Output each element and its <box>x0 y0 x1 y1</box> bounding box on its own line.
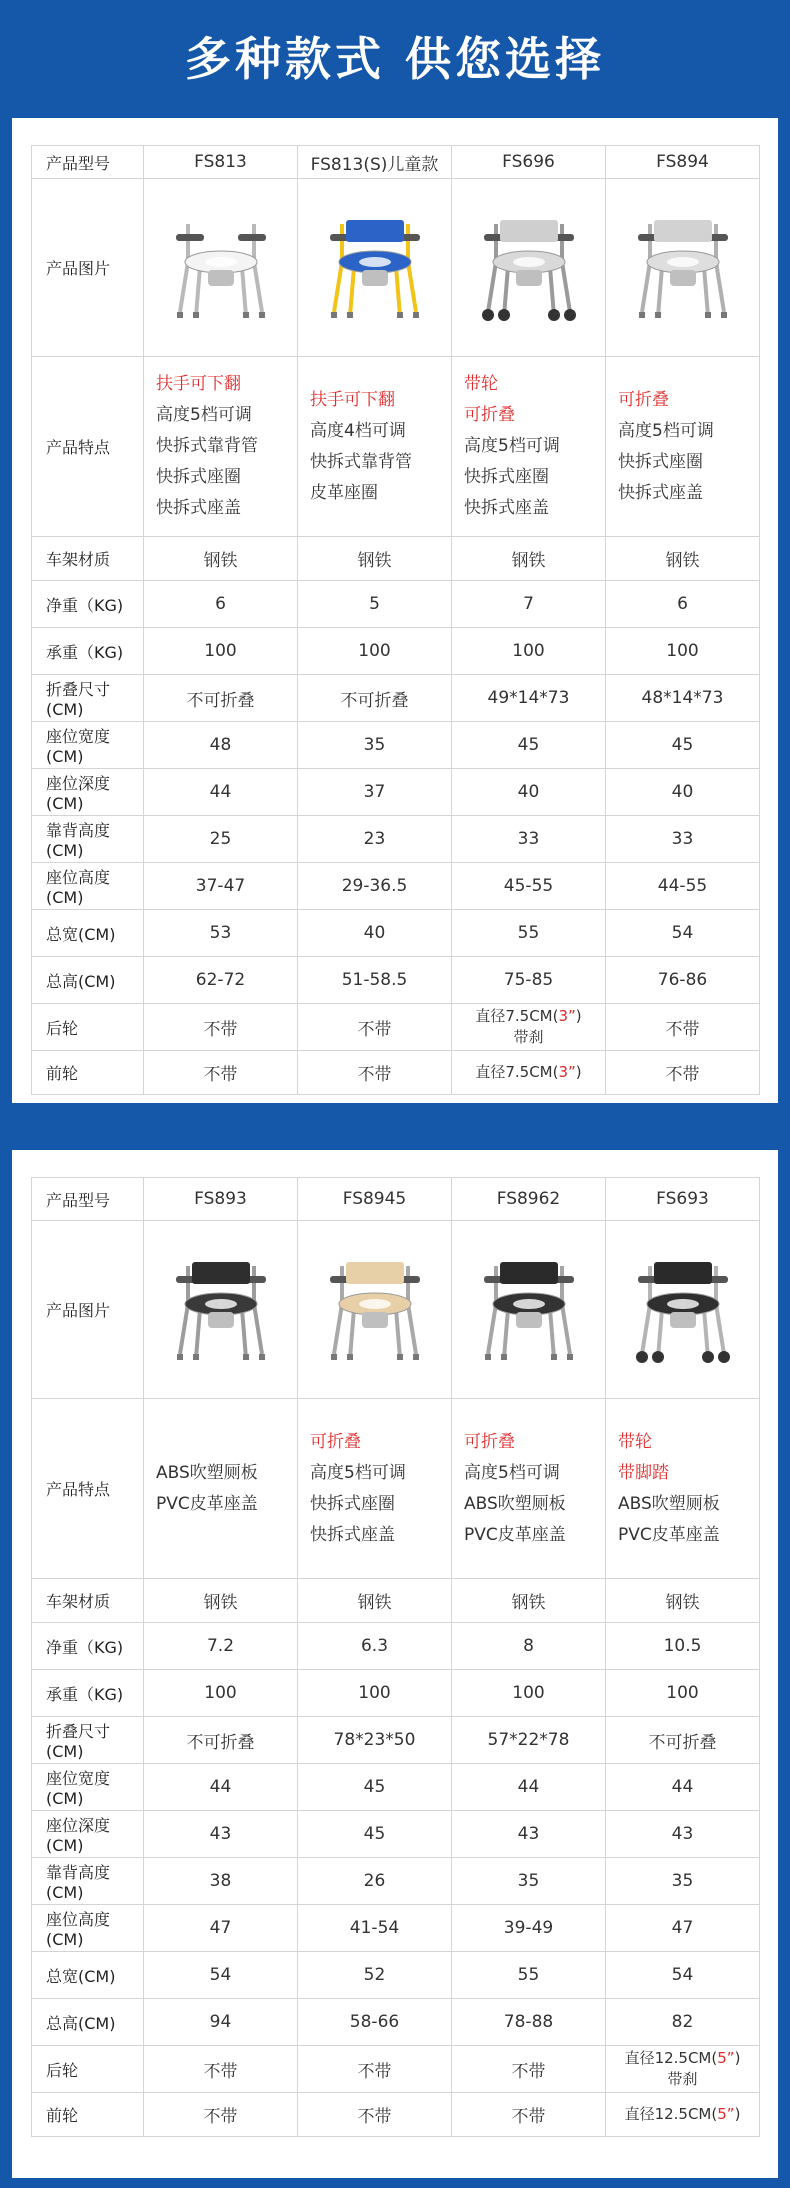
row-label: 产品特点 <box>32 1399 144 1579</box>
feature-item: 扶手可下翻 <box>310 389 395 410</box>
cell-back-height: 25 <box>144 816 298 863</box>
cell-total-height: 75-85 <box>452 957 606 1004</box>
product-features <box>298 1399 452 1579</box>
wheel-suffix: ) <box>734 2105 741 2123</box>
feature-item: 快拆式座盖 <box>310 1524 395 1545</box>
cell-back-height: 26 <box>298 1858 452 1905</box>
cell-total-height: 62-72 <box>144 957 298 1004</box>
cell-seat-height: 29-36.5 <box>298 863 452 910</box>
feature-item: 带轮 <box>464 374 498 394</box>
cell-seat-depth: 43 <box>452 1811 606 1858</box>
feature-item: 快拆式座圈 <box>156 467 241 487</box>
cell-material: 钢铁 <box>144 537 298 581</box>
row-label: 靠背高度(CM) <box>32 816 144 863</box>
cell-material: 钢铁 <box>452 1579 606 1623</box>
spec-row-front-wheel <box>32 2093 760 2137</box>
front-wheel-cell <box>452 1051 606 1095</box>
cell-total-width: 52 <box>298 1952 452 1999</box>
wheel-spec <box>144 1015 297 1040</box>
row-label: 折叠尺寸(CM) <box>32 1717 144 1764</box>
product-image-box <box>144 1254 297 1366</box>
row-label: 车架材质 <box>32 1579 144 1623</box>
spec-row-fold-size <box>32 675 760 722</box>
wheel-spec <box>452 2057 605 2082</box>
row-label: 总高(CM) <box>32 957 144 1004</box>
cell-seat-width: 45 <box>298 1764 452 1811</box>
rear-wheel-cell <box>452 2046 606 2093</box>
row-label: 车架材质 <box>32 537 144 581</box>
product-image <box>452 1221 606 1399</box>
product-image-box <box>452 212 605 324</box>
wheel-main: 不带 <box>203 1065 238 1085</box>
cell-seat-depth: 37 <box>298 769 452 816</box>
feature-item: 可折叠 <box>618 389 669 410</box>
banner-title: 多种款式 供您选择 <box>184 32 605 86</box>
wheel-main: 直径12.5CM( <box>624 2049 718 2067</box>
feature-item: 可折叠 <box>464 1431 515 1452</box>
row-label: 总宽(CM) <box>32 910 144 957</box>
rear-wheel-cell <box>606 1004 760 1051</box>
wheel-spec <box>144 2057 297 2082</box>
wheel-main: 直径12.5CM( <box>624 2105 718 2123</box>
wheel-brake: 带刹 <box>667 2070 698 2088</box>
product-image-box <box>298 1254 451 1366</box>
cell-load: 100 <box>452 1670 606 1717</box>
product-features <box>452 357 606 537</box>
feature-item: 快拆式座盖 <box>464 498 549 518</box>
wheel-size: 3” <box>558 1063 576 1081</box>
feature-item: PVC皮革座盖 <box>464 1524 566 1545</box>
cell-seat-height: 45-55 <box>452 863 606 910</box>
cell-material: 钢铁 <box>606 537 760 581</box>
row-label: 净重（KG) <box>32 581 144 628</box>
wheel-spec <box>452 1006 605 1027</box>
cell-seat-width: 45 <box>452 722 606 769</box>
row-label: 座位高度(CM) <box>32 863 144 910</box>
spec-row-features <box>32 1399 760 1579</box>
spec-row-material <box>32 1579 760 1623</box>
spec-row-total-height <box>32 957 760 1004</box>
wheel-spec <box>606 2048 759 2069</box>
feature-item: 高度4档可调 <box>310 420 406 441</box>
row-label: 承重（KG) <box>32 1670 144 1717</box>
row-label: 总宽(CM) <box>32 1952 144 1999</box>
row-label: 产品特点 <box>32 357 144 537</box>
product-features <box>606 1399 760 1579</box>
front-wheel-cell <box>298 2093 452 2137</box>
product-image <box>452 179 606 357</box>
spec-row-seat-depth <box>32 1811 760 1858</box>
wheel-size: 5” <box>717 2049 735 2067</box>
cell-total-width: 55 <box>452 910 606 957</box>
cell-seat-height: 41-54 <box>298 1905 452 1952</box>
cell-seat-depth: 43 <box>606 1811 760 1858</box>
spec-row-seat-width <box>32 1764 760 1811</box>
cell-total-height: 94 <box>144 1999 298 2046</box>
product-image <box>298 1221 452 1399</box>
front-wheel-cell <box>606 1051 760 1095</box>
wheel-spec <box>298 2057 451 2082</box>
feature-item: 可折叠 <box>310 1431 361 1452</box>
spec-row-load <box>32 1670 760 1717</box>
cell-material: 钢铁 <box>606 1579 760 1623</box>
feature-item: ABS吹塑厕板 <box>618 1493 720 1514</box>
rear-wheel-cell <box>298 2046 452 2093</box>
feature-item: PVC皮革座盖 <box>618 1524 720 1545</box>
front-wheel-cell <box>144 2093 298 2137</box>
spec-row-seat-height <box>32 1905 760 1952</box>
spec-row-seat-height <box>32 863 760 910</box>
wheel-main: 不带 <box>511 2107 546 2127</box>
cell-fold-size: 57*22*78 <box>452 1717 606 1764</box>
row-label: 座位宽度(CM) <box>32 722 144 769</box>
spec-table-1 <box>31 145 760 1095</box>
product-features <box>452 1399 606 1579</box>
cell-model: FS8962 <box>452 1178 606 1221</box>
spec-row-image <box>32 179 760 357</box>
product-features <box>298 357 452 537</box>
cell-net-weight: 6.3 <box>298 1623 452 1670</box>
row-label: 折叠尺寸(CM) <box>32 675 144 722</box>
cell-material: 钢铁 <box>298 537 452 581</box>
product-image-box <box>452 1254 605 1366</box>
feature-item: 高度5档可调 <box>464 1462 560 1483</box>
wheel-spec <box>606 2104 759 2125</box>
spec-row-total-width <box>32 910 760 957</box>
cell-load: 100 <box>452 628 606 675</box>
feature-item: 快拆式座圈 <box>464 467 549 487</box>
cell-load: 100 <box>144 1670 298 1717</box>
front-wheel-cell <box>298 1051 452 1095</box>
cell-material: 钢铁 <box>452 537 606 581</box>
cell-material: 钢铁 <box>144 1579 298 1623</box>
wheel-main: 不带 <box>203 1019 238 1040</box>
cell-seat-depth: 40 <box>452 769 606 816</box>
spec-row-image <box>32 1221 760 1399</box>
spec-row-net-weight <box>32 1623 760 1670</box>
spec-panel-2 <box>12 1150 778 2178</box>
black-commode-chair-icon <box>166 1254 276 1366</box>
banner <box>0 0 790 112</box>
spec-row-features <box>32 357 760 537</box>
wheel-spec <box>452 1062 605 1083</box>
spec-row-net-weight <box>32 581 760 628</box>
cell-total-height: 82 <box>606 1999 760 2046</box>
cell-net-weight: 6 <box>144 581 298 628</box>
cell-material: 钢铁 <box>298 1579 452 1623</box>
row-label: 产品图片 <box>32 179 144 357</box>
feature-item: 快拆式靠背管 <box>156 436 258 456</box>
rear-wheel-cell <box>144 1004 298 1051</box>
spec-row-fold-size <box>32 1717 760 1764</box>
wheel-spec <box>298 2102 451 2127</box>
rear-wheel-cell <box>606 2046 760 2093</box>
product-image <box>144 179 298 357</box>
feature-item: ABS吹塑厕板 <box>464 1493 566 1514</box>
wheel-size: 3” <box>558 1007 576 1025</box>
feature-item: 皮革座圈 <box>310 482 378 503</box>
row-label: 净重（KG) <box>32 1623 144 1670</box>
product-image <box>298 179 452 357</box>
cell-seat-depth: 44 <box>144 769 298 816</box>
cell-total-width: 54 <box>144 1952 298 1999</box>
cell-total-height: 51-58.5 <box>298 957 452 1004</box>
row-label: 承重（KG) <box>32 628 144 675</box>
product-image-box <box>298 212 451 324</box>
cell-back-height: 35 <box>606 1858 760 1905</box>
cell-net-weight: 7.2 <box>144 1623 298 1670</box>
black-folding-commode-chair-icon <box>474 1254 584 1366</box>
beige-commode-chair-icon <box>320 1254 430 1366</box>
feature-item: PVC皮革座盖 <box>156 1493 258 1514</box>
feature-item: 快拆式座圈 <box>618 451 703 472</box>
rear-wheel-cell <box>452 1004 606 1051</box>
cell-seat-height: 47 <box>606 1905 760 1952</box>
row-label: 前轮 <box>32 2093 144 2137</box>
cell-model: FS894 <box>606 146 760 179</box>
product-features <box>144 357 298 537</box>
spec-row-front-wheel <box>32 1051 760 1095</box>
product-image-box <box>144 212 297 324</box>
product-features <box>144 1399 298 1579</box>
rear-wheel-cell <box>144 2046 298 2093</box>
cell-net-weight: 8 <box>452 1623 606 1670</box>
row-label: 产品型号 <box>32 146 144 179</box>
child-commode-chair-icon <box>320 212 430 324</box>
row-label: 座位深度(CM) <box>32 1811 144 1858</box>
wheel-main: 不带 <box>665 1065 700 1085</box>
spec-row-rear-wheel <box>32 1004 760 1051</box>
cell-fold-size: 不可折叠 <box>144 1717 298 1764</box>
cell-seat-width: 48 <box>144 722 298 769</box>
row-label: 前轮 <box>32 1051 144 1095</box>
wheel-main: 不带 <box>665 1019 700 1040</box>
cell-load: 100 <box>144 628 298 675</box>
row-label: 靠背高度(CM) <box>32 1858 144 1905</box>
cell-total-width: 53 <box>144 910 298 957</box>
spec-row-seat-width <box>32 722 760 769</box>
front-wheel-cell <box>606 2093 760 2137</box>
wheel-main: 直径7.5CM( <box>475 1063 559 1081</box>
feature-item: 扶手可下翻 <box>156 374 241 394</box>
spec-row-back-height <box>32 816 760 863</box>
feature-item: 可折叠 <box>464 405 515 425</box>
feature-item: 快拆式座圈 <box>310 1493 395 1514</box>
cell-seat-width: 45 <box>606 722 760 769</box>
feature-item: 高度5档可调 <box>464 436 560 456</box>
cell-net-weight: 5 <box>298 581 452 628</box>
product-image <box>144 1221 298 1399</box>
cell-seat-width: 44 <box>144 1764 298 1811</box>
row-label: 产品型号 <box>32 1178 144 1221</box>
cell-seat-depth: 43 <box>144 1811 298 1858</box>
spec-row-total-width <box>32 1952 760 1999</box>
cell-net-weight: 6 <box>606 581 760 628</box>
spec-row-load <box>32 628 760 675</box>
wheel-spec <box>298 1060 451 1085</box>
wheel-suffix: ) <box>734 2049 741 2067</box>
cell-seat-width: 35 <box>298 722 452 769</box>
cell-total-width: 55 <box>452 1952 606 1999</box>
cell-seat-width: 44 <box>606 1764 760 1811</box>
cell-fold-size: 78*23*50 <box>298 1717 452 1764</box>
feature-item: 快拆式座盖 <box>618 482 703 503</box>
cell-model: FS696 <box>452 146 606 179</box>
wheel-spec <box>144 2102 297 2127</box>
wheel-spec <box>298 1015 451 1040</box>
cell-model: FS8945 <box>298 1178 452 1221</box>
wheel-suffix: ) <box>575 1007 582 1025</box>
cell-back-height: 23 <box>298 816 452 863</box>
wheel-suffix: ) <box>575 1063 582 1081</box>
wheel-main: 不带 <box>511 2061 546 2082</box>
cell-load: 100 <box>606 1670 760 1717</box>
cell-total-height: 78-88 <box>452 1999 606 2046</box>
wheel-main: 不带 <box>203 2061 238 2082</box>
wheel-spec <box>144 1060 297 1085</box>
cell-seat-height: 47 <box>144 1905 298 1952</box>
cell-model: FS693 <box>606 1178 760 1221</box>
cell-back-height: 33 <box>452 816 606 863</box>
wheel-main: 不带 <box>357 1019 392 1040</box>
cell-seat-depth: 40 <box>606 769 760 816</box>
cell-total-height: 76-86 <box>606 957 760 1004</box>
cell-net-weight: 7 <box>452 581 606 628</box>
spec-row-model <box>32 1178 760 1221</box>
cell-model: FS813 <box>144 146 298 179</box>
spec-row-model <box>32 146 760 179</box>
row-label: 总高(CM) <box>32 1999 144 2046</box>
product-image <box>606 1221 760 1399</box>
row-label: 座位深度(CM) <box>32 769 144 816</box>
cell-seat-width: 44 <box>452 1764 606 1811</box>
feature-item: 高度5档可调 <box>310 1462 406 1483</box>
spec-row-material <box>32 537 760 581</box>
cell-fold-size: 48*14*73 <box>606 675 760 722</box>
row-label: 座位高度(CM) <box>32 1905 144 1952</box>
wheeled-commode-chair-icon <box>474 212 584 324</box>
spec-panel-1 <box>12 118 778 1103</box>
product-image <box>606 179 760 357</box>
wheel-main: 不带 <box>203 2107 238 2127</box>
row-label: 后轮 <box>32 2046 144 2093</box>
front-wheel-cell <box>452 2093 606 2137</box>
product-image-box <box>606 212 759 324</box>
rear-wheel-cell <box>298 1004 452 1051</box>
cell-fold-size: 不可折叠 <box>606 1717 760 1764</box>
wheel-main: 不带 <box>357 1065 392 1085</box>
spec-row-seat-depth <box>32 769 760 816</box>
spec-row-back-height <box>32 1858 760 1905</box>
wheel-spec <box>452 2102 605 2127</box>
cell-total-width: 54 <box>606 910 760 957</box>
folding-commode-chair-icon <box>628 212 738 324</box>
wheel-main: 不带 <box>357 2107 392 2127</box>
cell-total-width: 40 <box>298 910 452 957</box>
wheel-main: 不带 <box>357 2061 392 2082</box>
feature-item: 带轮 <box>618 1431 652 1452</box>
cell-seat-height: 44-55 <box>606 863 760 910</box>
wheel-spec <box>606 1060 759 1085</box>
row-label: 座位宽度(CM) <box>32 1764 144 1811</box>
cell-seat-height: 37-47 <box>144 863 298 910</box>
row-label: 后轮 <box>32 1004 144 1051</box>
cell-load: 100 <box>298 628 452 675</box>
product-image-box <box>606 1254 759 1366</box>
feature-item: 带脚踏 <box>618 1462 669 1483</box>
cell-back-height: 38 <box>144 1858 298 1905</box>
wheel-brake: 带刹 <box>513 1028 544 1046</box>
feature-item: 快拆式靠背管 <box>310 451 412 472</box>
cell-total-width: 54 <box>606 1952 760 1999</box>
spec-table-2 <box>31 1177 760 2137</box>
product-features <box>606 357 760 537</box>
row-label: 产品图片 <box>32 1221 144 1399</box>
cell-fold-size: 不可折叠 <box>144 675 298 722</box>
wheeled-commode-footrest-icon <box>628 1254 738 1366</box>
cell-seat-depth: 45 <box>298 1811 452 1858</box>
cell-net-weight: 10.5 <box>606 1623 760 1670</box>
feature-item: 高度5档可调 <box>156 405 252 425</box>
cell-model: FS813(S)儿童款 <box>298 146 452 179</box>
cell-fold-size: 49*14*73 <box>452 675 606 722</box>
commode-chair-white-icon <box>166 212 276 324</box>
wheel-size: 5” <box>717 2105 735 2123</box>
cell-model: FS893 <box>144 1178 298 1221</box>
spec-row-rear-wheel <box>32 2046 760 2093</box>
front-wheel-cell <box>144 1051 298 1095</box>
cell-load: 100 <box>606 628 760 675</box>
cell-fold-size: 不可折叠 <box>298 675 452 722</box>
wheel-spec <box>606 1015 759 1040</box>
spec-row-total-height <box>32 1999 760 2046</box>
cell-seat-height: 39-49 <box>452 1905 606 1952</box>
feature-item: 高度5档可调 <box>618 420 714 441</box>
feature-item: 快拆式座盖 <box>156 498 241 518</box>
cell-back-height: 35 <box>452 1858 606 1905</box>
cell-total-height: 58-66 <box>298 1999 452 2046</box>
wheel-main: 直径7.5CM( <box>475 1007 559 1025</box>
cell-back-height: 33 <box>606 816 760 863</box>
feature-item: ABS吹塑厕板 <box>156 1462 258 1483</box>
cell-load: 100 <box>298 1670 452 1717</box>
